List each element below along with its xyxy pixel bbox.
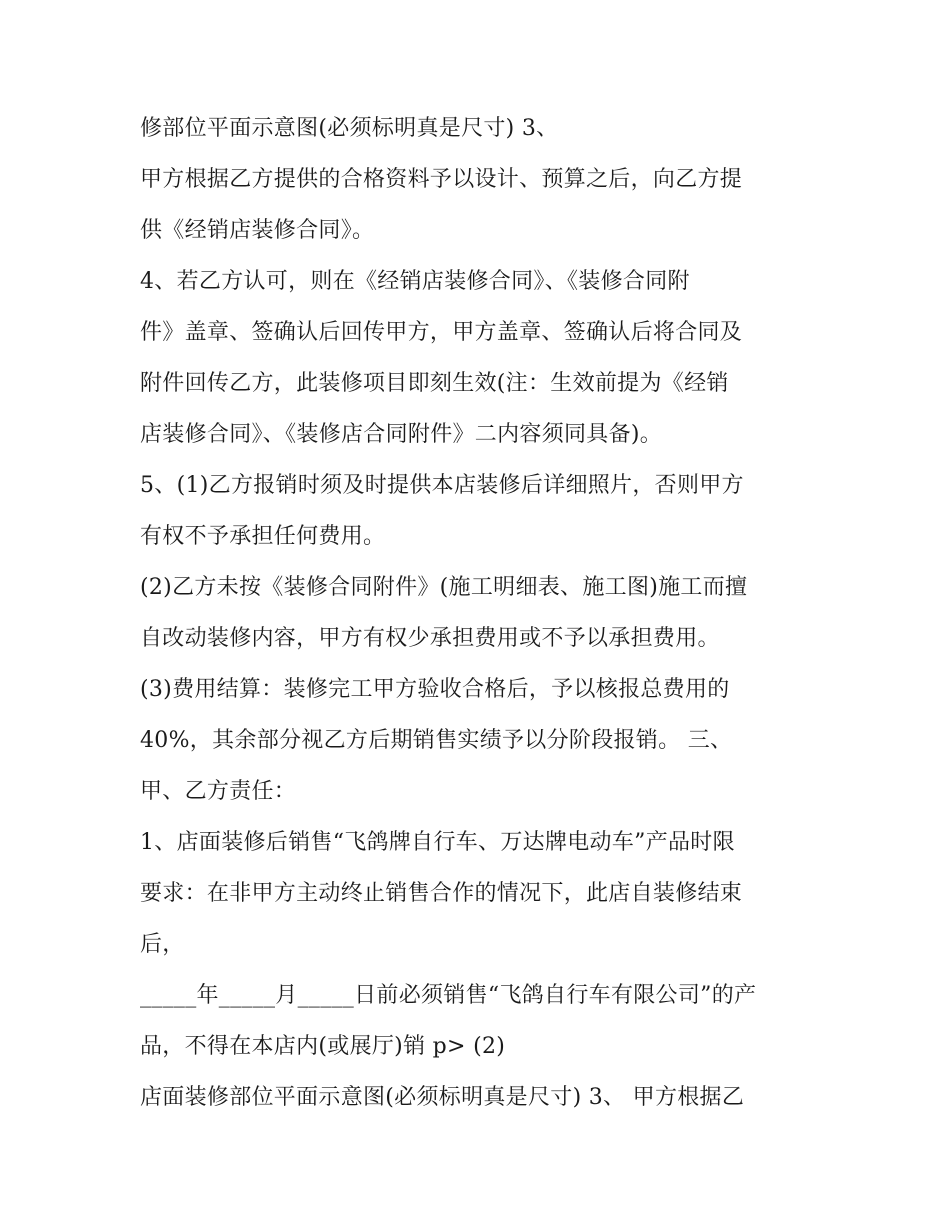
text-line: 附件回传乙方，此装修项目即刻生效(注：生效前提为《经销 [140,371,729,396]
text-line: 甲方根据乙方提供的合格资料予以设计、预算之后，向乙方提 [140,167,743,192]
text-line: 4、若乙方认可，则在《经销店装修合同》、《装修合同附 [140,269,690,294]
text-line: 店面装修部位平面示意图(必须标明真是尺寸) 3、 甲方根据乙 [140,1085,745,1110]
text-line: 品，不得在本店内(或展厅)销 p> (2) [140,1034,506,1059]
document-body [140,103,820,1123]
text-line: 修部位平面示意图(必须标明真是尺寸) 3、 [140,116,559,141]
text-line: _____年_____月_____日前必须销售“飞鸽自行车有限公司”的产 [140,983,757,1008]
text-line: (3)费用结算：装修完工甲方验收合格后，予以核报总费用的 [140,677,730,702]
text-line: 40%，其余部分视乙方后期销售实绩予以分阶段报销。 三、 [140,728,733,753]
text-line: 件》盖章、签确认后回传甲方，甲方盖章、签确认后将合同及 [140,320,743,345]
text-line: 5、(1)乙方报销时须及时提供本店装修后详细照片，否则甲方 [140,473,744,498]
text-line: 有权不予承担任何费用。 [140,524,386,549]
text-line: 店装修合同》、《装修店合同附件》二内容须同具备)。 [140,422,663,447]
text-line: 1、店面装修后销售“飞鸽牌自行车、万达牌电动车”产品时限 [140,830,735,855]
text-line: 要求：在非甲方主动终止销售合作的情况下，此店自装修结束 [140,881,743,906]
text-line: 甲、乙方责任： [140,779,297,804]
text-line: 供《经销店装修合同》。 [140,218,375,243]
text-line: 后， [140,932,185,957]
text-line: 自改动装修内容，甲方有权少承担费用或不予以承担费用。 [140,626,720,651]
text-line: (2)乙方未按《装修合同附件》(施工明细表、施工图)施工而擅 [140,575,748,600]
